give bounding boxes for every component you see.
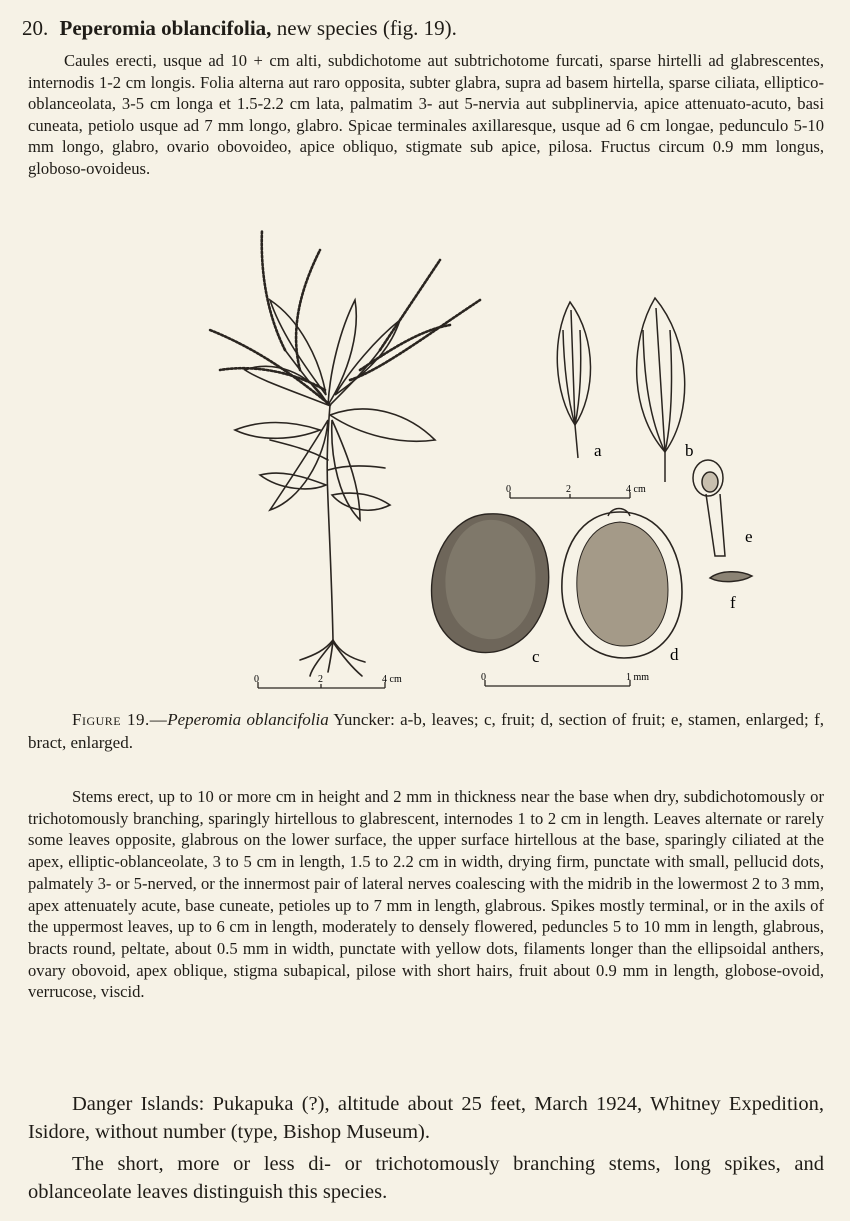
type-locality: Danger Islands: Pukapuka (?), altitude about 25 feet, March 1924, Whitney Expedition, Isidore, without number (type, Bishop Museum). [28,1093,824,1143]
figure-illustration [150,220,790,700]
botanical-figure [150,220,790,700]
species-status: new species [276,16,378,40]
bract-f-drawing [710,572,752,582]
fruit-scale-start: 0 [481,672,486,683]
caption-text: Yuncker: a-b, leaves; c, fruit; d, section of fruit; e, stamen, enlarged; f, bract, enlarged. [28,710,825,752]
plant-scale-start: 0 [254,674,259,685]
leaf-a-label: a [594,441,602,460]
leaf-scale-start: 0 [506,484,511,495]
caption-figure-label: Figure 19.— [72,710,168,729]
fruit-c-label: c [532,647,540,666]
species-name: Peperomia oblancifolia, [59,16,272,40]
figure-caption [28,708,824,754]
fruit-scale-end: 1 mm [626,672,650,683]
fruit-d-drawing [562,509,682,659]
fruit-scale-bar [485,680,630,686]
diagnostic-remark: The short, more or less di- or trichotomously branching stems, long spikes, and oblanceolate leaves distinguish this species. [28,1153,824,1203]
leaf-scale-mid: 2 [566,484,571,495]
fruit-d-label: d [670,645,679,664]
leaf-b-label: b [685,441,694,460]
plant-scale-mid: 2 [318,674,323,685]
bract-f-label: f [730,593,736,612]
species-number: 20. [22,16,49,40]
plant-scale-end: 4 cm [382,674,402,685]
stamen-e-label: e [745,527,753,546]
leaf-a-drawing [557,302,590,458]
leaf-scale-end: 4 cm [626,484,646,495]
leaf-b-drawing [637,298,685,482]
caption-species: Peperomia oblancifolia [167,710,329,729]
latin-description: Caules erecti, usque ad 10 + cm alti, subdichotome aut subtrichotome furcati, sparse hirtelli ad glabrescentes, internodis 1-2 cm longis. Folia alterna aut raro opposita, subter glabra, supra ad basem hirtella, sparse ciliata, elliptico-oblanceolata, 3-5 cm longa et 1.5-2.2 cm lata, palmatim 3- aut 5-nervia aut subplinervia, apice attenuato-acuto, basi cuneata, petiolo usque ad 7 mm longo, glabro. Spicae terminales axillaresque, usque ad 6 cm longae, pedunculo 5-10 mm longo, glabro, ovario obovoideo, apice obliquo, stigmate sub apice, pilosa. Fructus circum 0.9 mm longus, globoso-ovoideus. [28,51,824,178]
english-description: Stems erect, up to 10 or more cm in height and 2 mm in thickness near the base when dry, subdichotomously or trichotomously branching, sparingly hirtellous to glabrescent, internodes 1 to 2 cm in length. Leaves alternate or rarely some leaves opposite, glabrous on the lower surface, the upper surface hirtellous at the base, sparingly ciliated at the apex, elliptic-oblanceolate, 3 to 5 cm in length, 1.5 to 2.2 cm in width, drying firm, punctate with small, pellucid dots, palmately 3- or 5-nerved, or the innermost pair of lateral nerves coalescing with the midrib in the lowermost 2 to 3 mm, apex attenuately acute, base cuneate, petioles up to 7 mm in length, glabrous. Spikes mostly terminal, or in the axils of the uppermost leaves, up to 6 cm in length, moderately to densely flowered, peduncles 5 to 10 mm in length, glabrous, bracts round, peltate, about 0.5 mm in width, punctate with yellow dots, filaments longer than the ellipsoidal anthers, ovary obovoid, apex oblique, stigma subapical, pilose with short hairs, fruit about 0.9 mm in length, globose-ovoid, verrucose, viscid. [28,787,824,1002]
stamen-e-drawing [693,460,725,556]
figure-reference: (fig. 19). [382,16,457,40]
species-heading [22,14,822,42]
fruit-c-drawing [432,514,549,653]
